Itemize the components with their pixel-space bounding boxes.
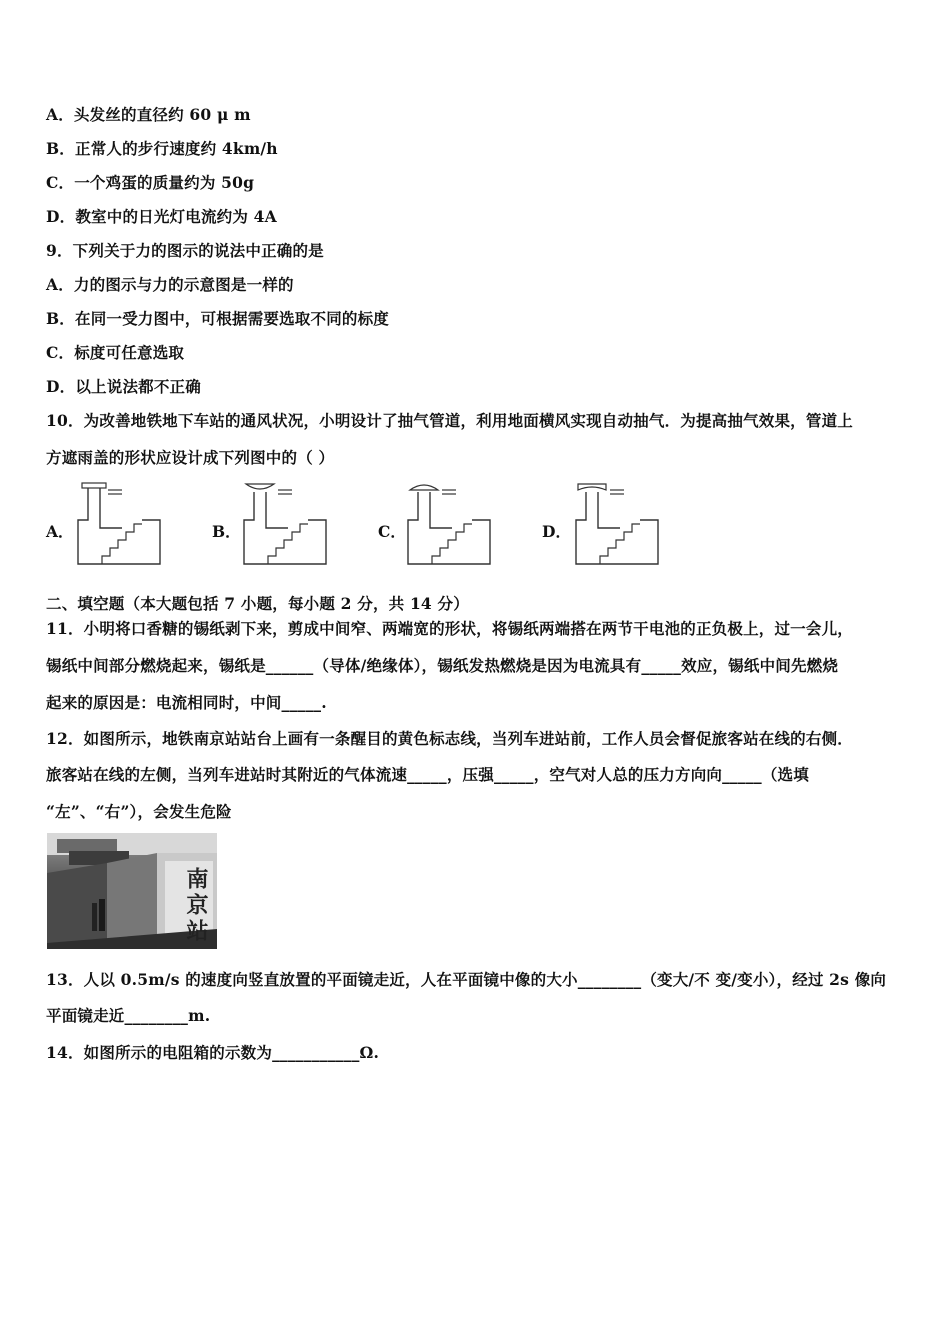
q14-line1: 14．如图所示的电阻箱的示数为___________Ω. (46, 1043, 380, 1062)
q10-figure-b (238, 480, 330, 566)
q12-line2: 旅客站在线的左侧，当列车进站时其附近的气体流速_____，压强_____，空气对人总的压力方向向_____（选填 (46, 765, 809, 784)
q9-option-a: A．力的图示与力的示意图是一样的 (46, 275, 294, 294)
q10-stem-line2: 方遮雨盖的形状应设计成下列图中的（ ） (46, 448, 335, 467)
q8-option-b: B．正常人的步行速度约 4km/h (46, 139, 278, 158)
subway-platform-photo (47, 833, 217, 949)
q10-figure-c (402, 480, 494, 566)
station-sign-text: 南京站 (183, 867, 208, 945)
q10-figure-d (570, 480, 662, 566)
q9-option-b: B．在同一受力图中，可根据需要选取不同的标度 (46, 309, 390, 328)
q10-figure-a (72, 480, 164, 566)
q12-line1: 12．如图所示，地铁南京站站台上画有一条醒目的黄色标志线，当列车进站前，工作人员会督促旅客站在线的右侧． (46, 729, 853, 748)
q11-line3: 起来的原因是：电流相同时，中间_____. (46, 693, 327, 712)
q10-option-c-label: C． (378, 522, 406, 541)
q10-option-a-label: A． (46, 522, 74, 541)
q10-stem-line1: 10．为改善地铁地下车站的通风状况，小明设计了抽气管道，利用地面横风实现自动抽气．为提高抽气效果，管道上 (46, 411, 853, 430)
q12-line3: “左”、“右”），会发生危险 (46, 802, 232, 821)
q9-option-d: D．以上说法都不正确 (46, 377, 201, 396)
q10-option-d-label: D． (542, 522, 571, 541)
q10-option-b-label: B． (212, 522, 241, 541)
q9-stem: 9．下列关于力的图示的说法中正确的是 (46, 241, 324, 260)
q13-line2: 平面镜走近________m. (46, 1006, 211, 1025)
q8-option-c: C．一个鸡蛋的质量约为 50g (46, 173, 255, 192)
q11-line1: 11．小明将口香糖的锡纸剥下来，剪成中间窄、两端宽的形状，将锡纸两端搭在两节干电池的正负极上，过一会儿， (46, 619, 853, 638)
q9-option-c: C．标度可任意选取 (46, 343, 185, 362)
q11-line2: 锡纸中间部分燃烧起来，锡纸是______（导体/绝缘体），锡纸发热燃烧是因为电流具有_____效应，锡纸中间先燃烧 (46, 656, 839, 675)
q8-option-a: A．头发丝的直径约 60 μ m (46, 105, 251, 124)
q13-line1: 13．人以 0.5m/s 的速度向竖直放置的平面镜走近，人在平面镜中像的大小________（变大/不 变/变小），经过 2s 像向 (46, 970, 887, 989)
section2-heading: 二、填空题（本大题包括 7 小题，每小题 2 分，共 14 分） (46, 594, 469, 613)
q8-option-d: D．教室中的日光灯电流约为 4A (46, 207, 277, 226)
